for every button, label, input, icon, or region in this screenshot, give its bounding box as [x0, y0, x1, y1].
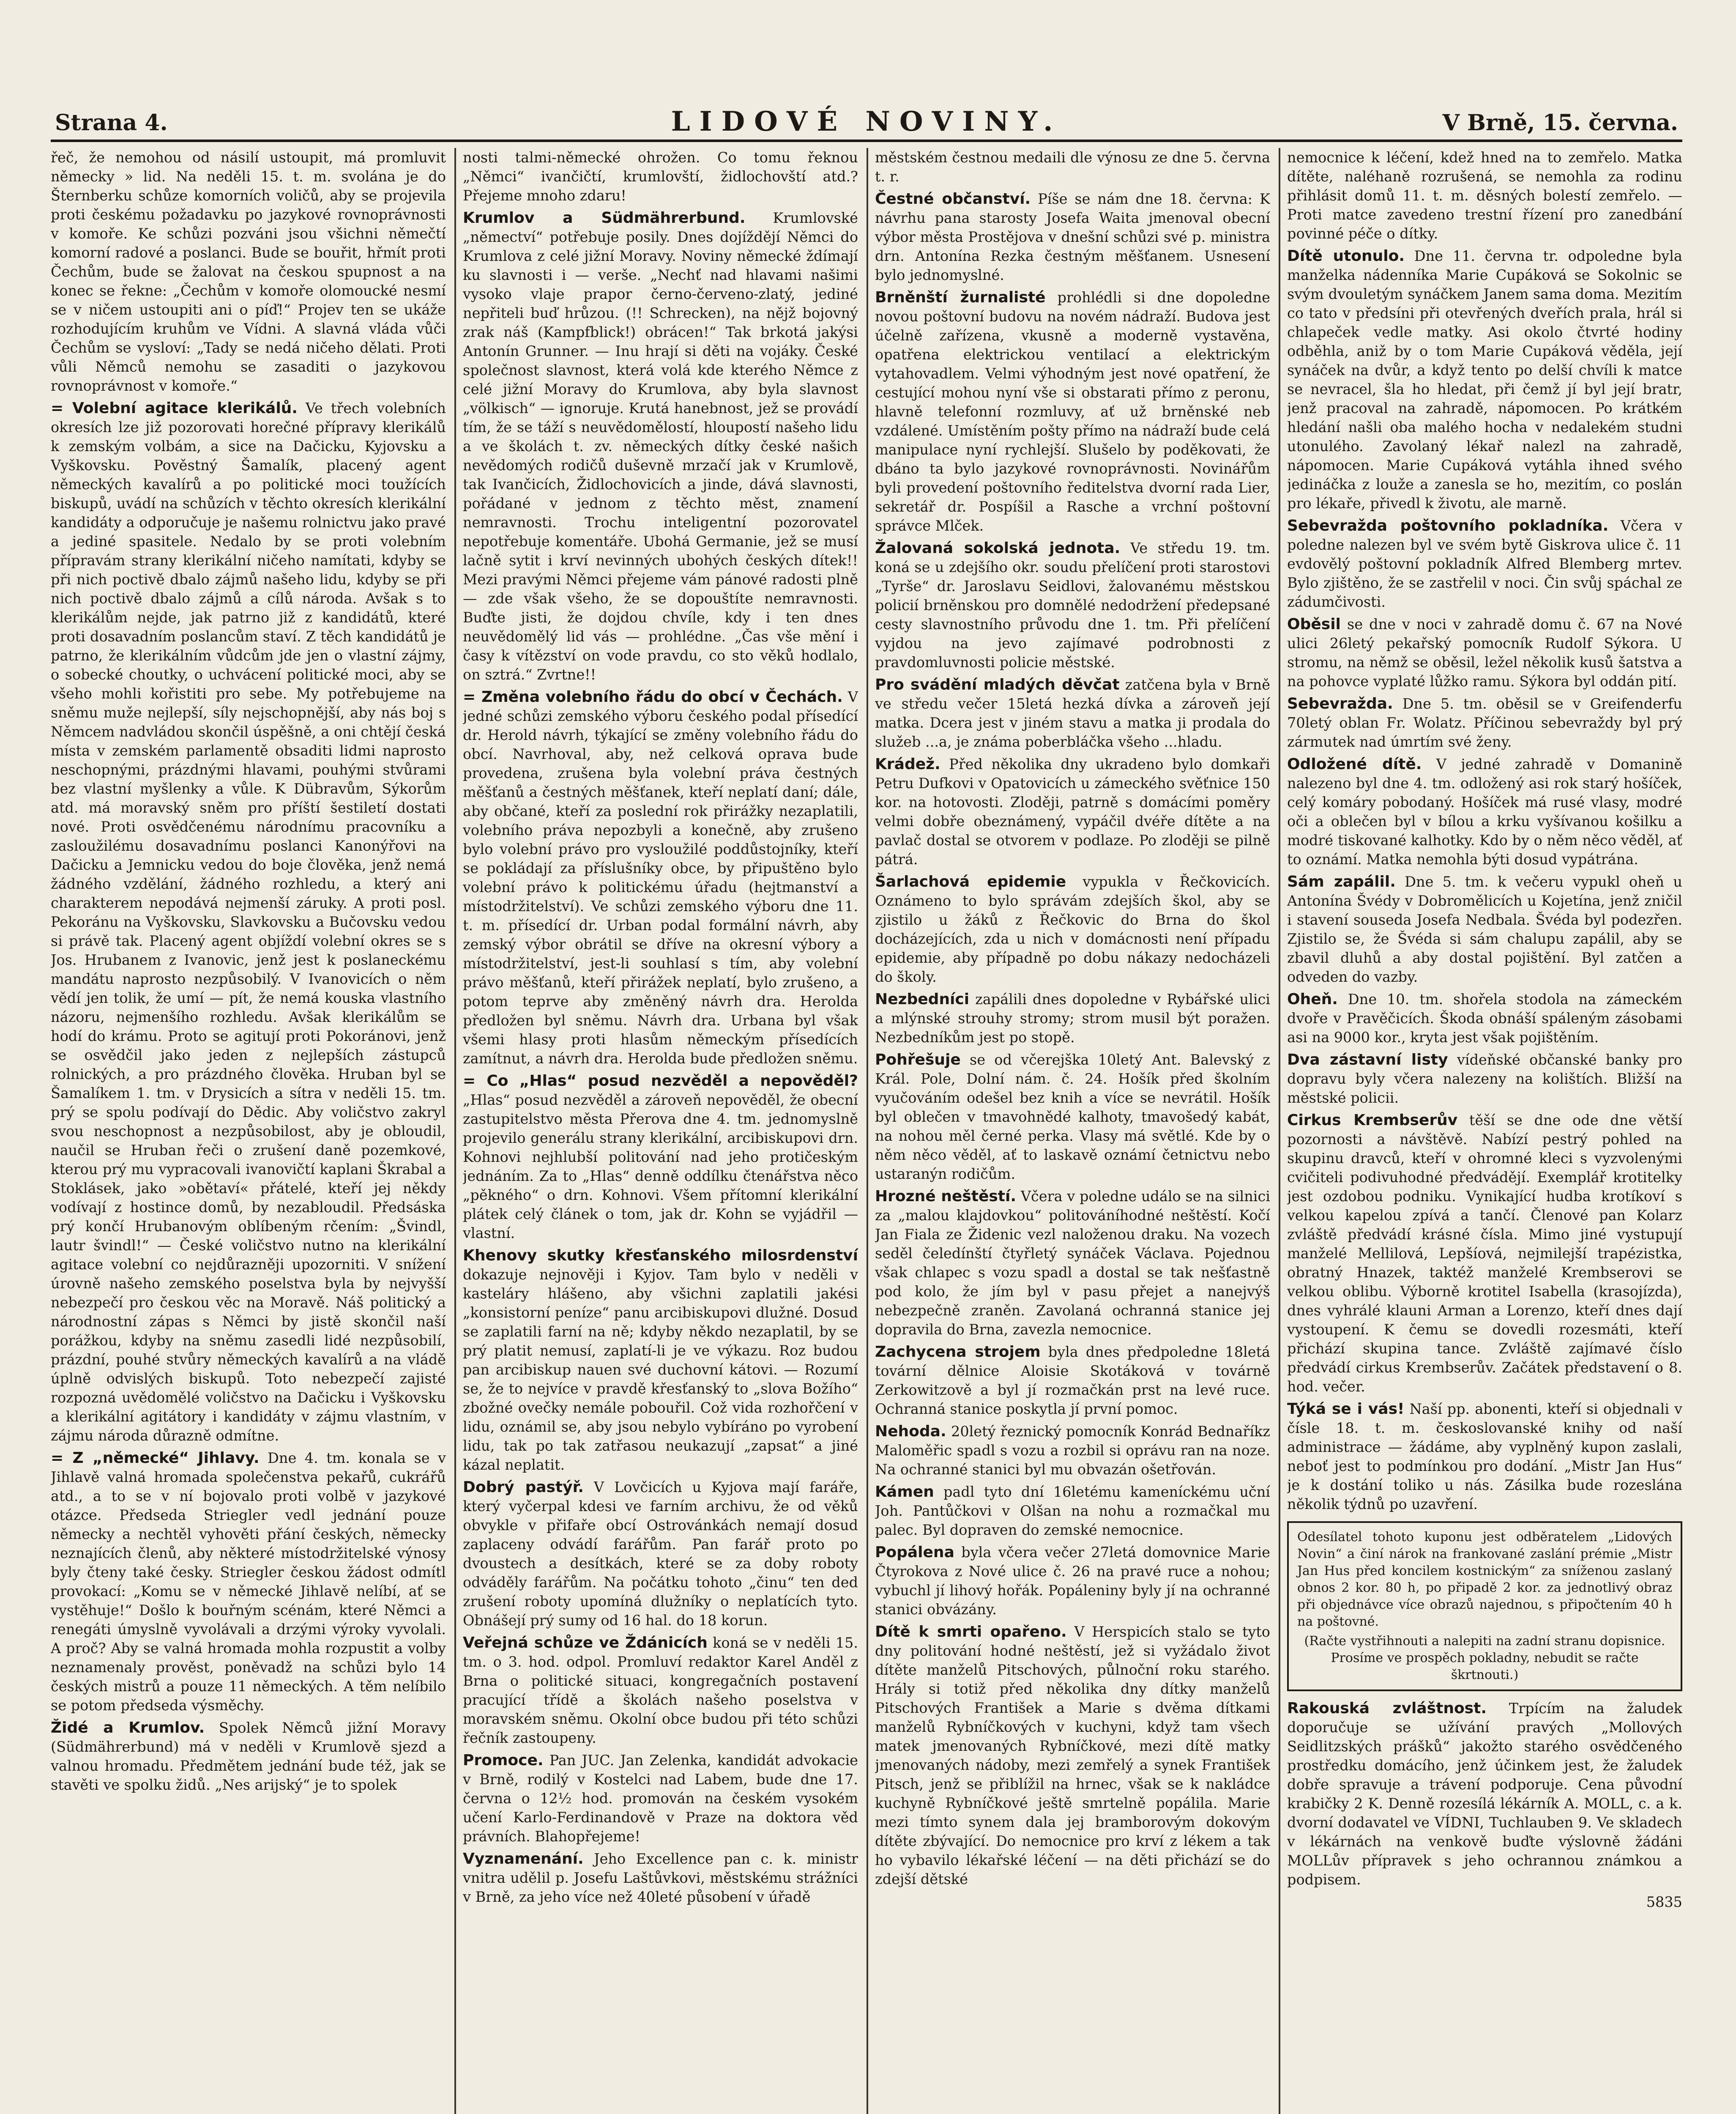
article-text: zapálili dnes dopoledne v Rybářské ulici a mlýnské strouhy stromy; strom musil být poražen. Nezbedníkům jest po stopě.: [875, 991, 1270, 1046]
column-4: [1287, 148, 1682, 2114]
article-heading: Dítě utonulo.: [1287, 247, 1405, 265]
article-paragraph: [1287, 1111, 1682, 1396]
article-text: V jedné zahradě v Domanině nalezeno byl dne 4. tm. odložený asi rok starý hošíček, celý komáry pobodaný. Hošíček má rusé vlasy, modré oči a oblečen byl v bílou a krku vyšívanou košilku a modré tiskované kalhotky. Kdo by o něm něco věděl, ať to oznámí. Matka nemohla býti dosud vypátrána.: [1287, 756, 1682, 868]
article: [875, 539, 1270, 672]
article-paragraph: [463, 1478, 858, 1630]
article-text: byla dnes předpoledne 18letá tovární dělnice Aloisie Skotáková v továrně Zerkowitzově a byl jí rozmačkán prst na levé ruce. Ochranná stanice poskytla jí první pomoc.: [875, 1344, 1270, 1417]
article-text: těší se dne ode dne větší pozornosti a návštěvě. Nabízí pestrý pohled na skupinu dravců, kteří v ohromné kleci s vyzvolenými cvičiteli podivuhodné předvádějí. Exemplář krotitelky jest ozdobou podniku. Vynikající hudba krotíkoví s velkou kapelou zpívá a tančí. Členové pan Kolarz zvláště předvádí krásné čísla. Mimo jiné vystupují manželé Mellilová, Lepšíová, nejmilejší trapézistka, obratný Hnazek, taktéž manželé Krembserovi se velkou oblibu. Výborně krotitel Isabella (krasojízda), dnes vyhrálé klauni Arman a Lorenzo, kteří dnes dají vystoupení. K čemu se dovedli rozesmáti, kteří přichází skupina tance. Zvláště zajímavé číslo předvádí cirkus Krembserův. Začátek představení o 8. hod. večer.: [1287, 1112, 1682, 1395]
coupon-box: [1287, 1521, 1682, 1691]
article-paragraph: [875, 990, 1270, 1047]
article: [51, 1449, 446, 1715]
article-paragraph: [875, 1543, 1270, 1619]
coupon-note: (Račte vystřihnouti a nalepiti na zadní stranu dopisnice. Prosíme ve prospěch pokladny, nebudit se račte škrtnouti.): [1304, 1634, 1665, 1682]
article-text: V Herspicích stalo se tyto dny politování hodné neštěstí, jež si vyžádalo život dítěte manželů Pitschových, půlnoční roku starého. Hrály si totiž před několika dny dítky manželů Pitschových František a Marie s dvěma dítkami manželů Rybníčkových v kuchyni, když tam všech matek jmenovaných Rybníčkové, mezi dítě matky jmenovaných nádoby, mezi zemřelý a synek František Pitsch, jenž se přiblížil na hrnec, však se k nakládce kuchyně Rybníčkové ještě smrtelně popálila. Marie mezi tímto synem dala jej bramborovým dokovým dítěte zbývající. Do nemocnice pro krví z lékem a tak ho vybavilo lékařské léčení — na děti přichází se do zdejší dětské: [875, 1624, 1270, 1887]
article-text: Píše se nám dne 18. června: K návrhu pana starosty Josefa Waita jmenoval obecní výbor města Prostějova v dnešní schůzi své p. ministra drn. Antonína Rezka čestným měšťanem. Usnesení bylo jednomyslné.: [875, 191, 1270, 283]
article: [1287, 990, 1682, 1047]
article-text: Jeho Excellence pan c. k. ministr vnitra udělil p. Josefu Laštůvkovi, městskému strážníci v Brně, za jeho více než 40leté působení v úřadě: [463, 1851, 858, 1905]
article-paragraph: [875, 755, 1270, 869]
article-paragraph: [1287, 615, 1682, 691]
article-heading: Oheň.: [1287, 991, 1338, 1008]
article: [1287, 1399, 1682, 1514]
article: [1287, 148, 1682, 243]
article: [875, 755, 1270, 869]
article-paragraph: [51, 1718, 446, 1794]
article-text: městském čestnou medaili dle výnosu ze dne 5. června t. r.: [875, 149, 1270, 185]
article-text: Dne 10. tm. shořela stodola na zámeckém dvoře v Pravěčicích. Škoda obnáší spáleným zásobami asi na 9000 kor., kryta jest však pojištěním.: [1287, 991, 1682, 1046]
article-paragraph: [463, 1071, 858, 1243]
article-heading: Čestné občanství.: [875, 190, 1031, 208]
article: [1287, 246, 1682, 513]
article-paragraph: [463, 1633, 858, 1747]
article-text: V Lovčicích u Kyjova mají faráře, který vyčerpal kdesi ve farním archivu, že od věků obvykle v přifaře obcí Ostrovánkách nemají dosud zaplaceny odvádí farářům. Pan farář proto po dvoustech a desítkách, které se za doby roboty odváděly farářům. Na počátku tohoto „činu“ ten ded zrušení roboty upomíná dlužníky o neplatících tyto. Obnášejí prý sumy od 16 hal. do 18 korun.: [463, 1479, 858, 1629]
article-text: nosti talmi-německé ohrožen. Co tomu řeknou „Němci“ ivančičtí, krumlovští, židlochovští atd.? Přejeme mnoho zdaru!: [463, 149, 858, 204]
article-text: Ve třech volebních okresích lze již pozorovati horečné přípravy klerikálů k zemským volbám, a sice na Dačicku, Kyjovsku a Vyškovsku. Pověstný Šamalík, placený agent německých kavalírů a po politické moci toužících biskupů, uvádí na schůzích v těchto okresích klerikální kandidáty a odporučuje je našemu rolnictvu jako pravé a jediné spasitele. Nedalo by se proti volebním přípravám strany klerikální ničeho namítati, kdyby se při nich poctivě dbalo zájmů našeho lidu, kdyby se při nich poctivě dbalo zájmů a cílů národa. Avšak s to klerikálům nejde, jak patrno již z kandidátů, které proti dosavadním poslancům staví. Z těch kandidátů je patrno, že klerikálním vůdcům jde jen o vlastní zájmy, o sobecké choutky, o uchvácení politické moci, aby se všeho mohli kořistiti pro sebe. My potřebujeme na sněmu muže nejlepší, síly nejschopnější, aby nás boj s Němcem nadvládou skončil úspěšně, a oni chtějí česká místa v zemském parlamentě obsaditi lidmi naprosto neschopnými, prázdnými hlavami, pouhými stvůrami bez vlastní myšlenky a vůle. K Dübravům, Sýkorům atd. má moravský sněm pro příští šestiletí dostati nové. Proti osvědčenému národnímu pracovníku a zasloužilému dosavadnímu poslanci Kanonýřovi na Dačicku a Jemnicku vedou do boje člověka, jenž nemá žádného vzdělání, žádného rozhledu, a který ani charakterem nepodává nejmenší záruky. A proti posl. Pekoránu na Vyškovsku, Slavkovsku a Bučovsku vedou si právě tak. Placený agent objíždí volební okres se s Jos. Hrubanem z Ivanovic, jenž jest k poslaneckému mandátu naprosto nezpůsobilý. V Ivanovicích o něm vědí jen tolik, že umí — pít, že nemá kouska vlastního názoru, nejmenšího rozhledu. Avšak klerikálům se hodí do krámu. Proto se agitují proti Pokoránovi, jenž se osvědčil jako jeden z nejlepších zástupců rolnických, a pro prázdného člověka. Hruban byl se Šamalíkem 1. tm. v Drysicích a sítra v neděli 15. tm. prý se spolu podívají do Dědic. Aby voličstvo zakryl svou neschopnost a nezpůsobilost, aby je obloudil, naučil se Hruban řeči o zrušení daně pozemkové, kterou prý mu vypracovali ivanovičtí kaplani Škrabal a Stoklásek, jako »obětaví« přátelé, kteří jej někdy vodívají z hostince domů, by nezabloudil. Předsáska prý končí Hrubanovým oblíbeným rčením: „Švindl, lautr švindl!“ — České voličstvo nutno na klerikální agitace volební co nejdůrazněji upozorniti. V snížení úrovně našeho zemského poselstva byla by nejvyšší nebezpečí pro českou věc na Moravě. Náš politický a národnostní zápas s Němci by jistě skončil naší porážkou, kdyby na sněmu zasedli lidé nezpůsobilí, prázdní, pouhé stvůry německých kavalírů a na vládě úplně odvislých biskupů. Toto nebezpečí zajisté rozpozná uvědomělé voličstvo na Dačicku i Vyškovsku a klerikální agitátory i kandidáty v zájmu vlastním, v zájmu národa důrazně odmítne.: [51, 400, 446, 1444]
article: [463, 208, 858, 684]
article: [1287, 755, 1682, 869]
article-paragraph: [875, 148, 1270, 186]
article-heading: Odložené dítě.: [1287, 756, 1422, 773]
article: [875, 1482, 1270, 1539]
article-text: Včera v poledne událo se na silnici za „malou klajdovkou“ politováníhodné neštěstí. Kočí Jan Fiala ze Židenic vezl naloženou draku. Na vozech seděl čeledínští čtyřletý synáček Václava. Pojednou však chlapec s vozu spadl a dostal se tak nešťastně pod kolo, že jím byl v pasu přejet a nanejvýš nebezpečně zraněn. Zavolaná ochranná stanice jej dopravila do Brna, zavezla nemocnice.: [875, 1188, 1270, 1338]
article-heading: Cirkus Krembserův: [1287, 1112, 1458, 1129]
article-text: Před několika dny ukradeno bylo domkaři Petru Dufkovi v Opatovicích u zámeckého svěťnice 150 kor. na hotovosti. Zloději, patrně s domácími poměry velmi dobře obeznámený, vypáčil dvéře dítěte a na pavlač dostal se otvorem v podlaze. Po zloději se pilně pátrá.: [875, 756, 1270, 868]
article-text: Dne 5. tm. k večeru vypukl oheň u Antonína Švédy v Dobromělicích u Kojetína, jenž zničil i stavení souseda Josefa Nedbala. Švéda byl podezřen. Zjistilo se, že Švéda si sám chalupu zapálil, aby se zbavil dluhů a aby dostal pojištění. Byl zatčen a odveden do vazby.: [1287, 874, 1682, 985]
advertisement: [1287, 1699, 1682, 1889]
article-heading: Brněnští žurnalisté: [875, 289, 1046, 306]
article-paragraph: [463, 148, 858, 205]
article-heading: Nezbedníci: [875, 991, 970, 1008]
article-heading: Židé a Krumlov.: [51, 1719, 205, 1736]
article-text: Dne 5. tm. oběsil se v Greifenderfu 70letý oblan Fr. Wolatz. Příčinou sebevraždy byl prý zármutek nad úmrtím své ženy.: [1287, 696, 1682, 750]
article-paragraph: [1287, 1399, 1682, 1514]
ad-heading: Rakouská zvláštnost.: [1287, 1700, 1487, 1717]
article: [875, 1050, 1270, 1183]
article: [875, 990, 1270, 1047]
article-heading: Popálena: [875, 1544, 954, 1561]
article-paragraph: [875, 189, 1270, 285]
article-paragraph: [875, 1050, 1270, 1183]
article-text: Dne 11. června tr. odpoledne byla manželka nádenníka Marie Cupáková se Sokolnic se svým dvouletým synáčkem Janem sama doma. Mezitím co tato v předsíni při otevřených dveřích prala, hrál si chlapeček vedle matky. Asi okolo čtvrté hodiny odběhla, aniž by o tom Marie Cupáková věděla, její synáček na dvůr, a když tento po delší chvíli k matce se nevracel, šla ho hledat, při čemž jí byl její bratr, jenž pracoval na zahradě, nápomocen. Po krátkém hledání našli oba malého hocha v nedalekém studni utonulého. Zavolaný lékař nalezl na zahradě, nápomocen. Marie Cupáková vytáhla ihned svého jedináčka z louže a zanesla se ho, mezitím, co poslán pro lékaře, přivedl k životu, ale marně.: [1287, 248, 1682, 512]
article-heading: Zachycena strojem: [875, 1343, 1041, 1361]
article-heading: Žalovaná sokolská jednota.: [875, 539, 1121, 557]
article-paragraph: [875, 1622, 1270, 1889]
article-paragraph: [875, 1187, 1270, 1339]
article-paragraph: [1287, 694, 1682, 751]
article: [875, 1543, 1270, 1619]
article-heading: = Co „Hlas“ posud nezvěděl a nepověděl?: [463, 1072, 858, 1090]
article-heading: Krádež.: [875, 756, 940, 773]
article-heading: Vyznamenání.: [463, 1850, 584, 1868]
article-paragraph: [463, 1849, 858, 1906]
article-heading: Pohřešuje: [875, 1051, 961, 1068]
article-paragraph: [463, 208, 858, 684]
article-text: Naší pp. abonenti, kteří si objednali v čísle 18. t. m. českoslovanské knihy od naší administrace — žádáme, aby vyplněný kupon zaslali, neboť jest to podmínkou pro dodání. „Mistr Jan Hus“ je k dostání toliko u nás. Zásilka bude rozeslána několik týdnů po uzavření.: [1287, 1401, 1682, 1512]
article-text: řeč, že nemohou od násilí ustoupit, má promluvit německy » lid. Na neděli 15. t. m. svolána je do Šternberku schůze komorních voličů, aby se projevila proti českému požadavku po jazykové rovnoprávnosti v komoře. Ke schůzi pozváni jsou všichni němečtí komorní radové a poslanci. Bude se bouřit, hřmít proti Čechům, bude se žalovat na českou spupnost a na konec se řekne: „Čechům v komoře olomoucké nesmí se v ničem ustoupiti ani o píď!“ Projev ten se ukáže rozhodujícím kruhům ve Vídni. A slavná vláda vůči Čechům se vysloví: „Tady se nedá ničeho dělati. Proti vůli Němců nemohu se zasaditi o jazykovou rovnoprávnost v komoře.“: [51, 149, 446, 394]
column-3: [875, 148, 1270, 2114]
article: [51, 148, 446, 395]
article: [875, 288, 1270, 535]
article-paragraph: [875, 1482, 1270, 1539]
article-heading: Dítě k smrti opařeno.: [875, 1623, 1067, 1640]
article: [463, 1849, 858, 1906]
article-text: se od včerejška 10letý Ant. Balevský z Král. Pole, Dolní nám. č. 24. Hošík před školním vyučováním odešel bez knih a více se nevrátil. Hošík byl oblečen v tmavohnědé kalhoty, tmavošedý kabát, na nohou měl černé perka. Vlasy má světlé. Kde by o něm něco věděl, ať to laskavě oznámí četnictvu nebo ustaranýn rodičům.: [875, 1052, 1270, 1182]
article-paragraph: [463, 1246, 858, 1474]
column-rule: [867, 148, 868, 2114]
article: [875, 675, 1270, 751]
article-heading: Šarlachová epidemie: [875, 873, 1066, 890]
article-paragraph: [51, 1449, 446, 1715]
column-2: [463, 148, 858, 2114]
article-text: Ve středu 19. tm. koná se u zdejšího okr. soudu přelíčení proti starostovi „Tyrše“ dr. Jaroslavu Seidlovi, žalovanému městskou policií brněnskou pro domnělé nedodržení předepsané cesty slavnostního průvodu dne 1. tm. Při přelíčení vyjdou na jevo zajímavé podrobnosti z pravdomluvnosti policie městské.: [875, 540, 1270, 671]
article: [875, 1342, 1270, 1418]
article-heading: Oběsil: [1287, 616, 1341, 633]
article-text: Pan JUC. Jan Zelenka, kandidát advokacie v Brně, rodilý v Kostelci nad Labem, bude dne 17. června o 12½ hod. promován na českém vysokém učení Karlo-Ferdinandově v Praze na doktora věd právních. Blahopřejeme!: [463, 1752, 858, 1845]
article-paragraph: [1287, 755, 1682, 869]
article-text: nemocnice k léčení, kdež hned na to zemřelo. Matka dítěte, naléhaně rozrušená, se nemohla za rodinu přihlásit domů 11. t. m. děsných bolestí zemřelo. — Proti matce zavedeno trestní řízení pro zanedbání povinné péče o dítky.: [1287, 149, 1682, 242]
article-text: vypukla v Řečkovicích. Oznámeno to bylo správám zdejších škol, aby se zjistilo u žáků z Řečkovic do Brna do škol docházejících, zda u nich v domácnosti není případu epidemie, aby případně po dobu nákazy nedocházeli do školy.: [875, 874, 1270, 985]
article: [875, 872, 1270, 986]
article-heading: Hrozné neštěstí.: [875, 1188, 1017, 1205]
ad-text: Trpícím na žaludek doporučuje se užívání pravých „Mollových Seidlitzských prášků“ jakožto starého osvědčeného prostředku domácího, jenž účinkem jest, že žaludek dobře spravuje a trávení podporuje. Cena původní krabičky 2 K. Denně rozesílá lékárník A. MOLL, c. a k. dvorní dodavatel ve VÍDNI, Tuchlauben 9. Ve skladech v lékárnách na venkově buďte výslovně žádáni MOLLův přípravek s jeho ochrannou známkou a podpisem.: [1287, 1700, 1682, 1888]
article-heading: Promoce.: [463, 1752, 544, 1769]
article-heading: Sám zapálil.: [1287, 873, 1396, 890]
column-1: [51, 148, 446, 2114]
article-paragraph: [875, 539, 1270, 672]
article-text: koná se v neděli 15. tm. o 3. hod. odpol. Promluví redaktor Karel Anděl z Brna o politické situaci, kongregačních postavení pracující třídě a školách našeho poselstva v moravském sněmu. Okolní obce budou při této schůzi řečník zastoupeny.: [463, 1635, 858, 1746]
article: [463, 687, 858, 1068]
article: [875, 148, 1270, 186]
article-paragraph: [875, 288, 1270, 535]
article-heading: Dva zástavní listy: [1287, 1051, 1448, 1068]
article-paragraph: [1287, 516, 1682, 611]
article: [875, 1622, 1270, 1889]
article-text: vídeňské občanské banky pro dopravu byly včera nalezeny na kolištích. Bližší na městské policii.: [1287, 1052, 1682, 1106]
article-text: se dne v noci v zahradě domu č. 67 na Nové ulici 26letý pekařský pomocník Rudolf Sýkora. U stromu, na němž se oběsil, ležel několik kusů šatstva a na pohovce vyplaté lůžko ramu. Sýkora byl oddán pití.: [1287, 616, 1682, 690]
article: [463, 1071, 858, 1243]
article-heading: = Změna volebního řádu do obcí v Čechách.: [463, 688, 843, 706]
column-rule: [454, 148, 456, 2114]
article-heading: Pro svádění mladých děvčat: [875, 676, 1120, 693]
column-rule: [1279, 148, 1280, 2114]
masthead: LIDOVÉ NOVINY.: [671, 106, 1062, 137]
article-heading: Dobrý pastýř.: [463, 1479, 584, 1496]
article-paragraph: [1287, 990, 1682, 1047]
article-text: dokazuje nejnověji i Kyjov. Tam bylo v neděli v kasteláry hlášeno, aby všichni zaplatili jakési „konsistorní peníze“ panu arcibiskupovi dlužné. Dosud se zaplatili farní na ně; kdyby někdo nezaplatil, by se prý platit nemusí, zaplatí-li je ve výkazu. Roz budou pan arcibiskup nauen své duchovní kátovi. — Rozumí se, že to nejvíce v pravdě křesťanský to „slova Božího“ zbožné ovečky nemále pobouřil. Což vida rozhořčení v lidu, oznámil se, aby jsou nebylo vybíráno po vyrobení lidu, tak po tak zatřasou neukazují „zapsat“ a jiné kázal neplatit.: [463, 1266, 858, 1473]
article-heading: Týká se i vás!: [1287, 1400, 1405, 1418]
article-paragraph: [1287, 246, 1682, 513]
article-heading: Krumlov a Südmährerbund.: [463, 209, 746, 227]
article-text: zatčena byla v Brně ve středu večer 15letá hezká dívka a zároveň její matka. Dcera jest v jiném stavu a matka ji prodala do služeb ...a, je známa poberbláčka všeho ...hladu.: [875, 676, 1270, 750]
article: [51, 1718, 446, 1794]
article-heading: = Volební agitace klerikálů.: [51, 400, 298, 417]
article-text: byla včera večer 27letá domovnice Marie Čtyrokova z Nové ulice č. 26 na pravé ruce a nohou; vybuchl jí lihový hořák. Popáleniny byly jí na ochranné stanici obvázány.: [875, 1544, 1270, 1618]
article-heading: Sebevražda poštovního pokladníka.: [1287, 517, 1609, 534]
article-paragraph: [875, 872, 1270, 986]
article-paragraph: [463, 687, 858, 1068]
article-heading: Khenovy skutky křesťanského milosrdenství: [463, 1247, 858, 1264]
article-paragraph: [875, 1342, 1270, 1418]
page-header: [51, 101, 1682, 142]
article-heading: Kámen: [875, 1483, 934, 1501]
article-heading: Nehoda.: [875, 1423, 946, 1440]
coupon-text: Odesílatel tohoto kuponu jest odběratelem „Lidových Novin“ a činí nárok na frankované zaslání prémie „Mistr Jan Hus před koncilem kostnickým“ za sníženou zaslaný obnos 2 kor. 80 h, po připadě 2 kor. za jednotlivý obraz při objednávce více obrazů najednou, s připočtením 40 h na poštovné.: [1297, 1530, 1672, 1629]
article-text: Včera v poledne nalezen byl ve svém bytě Giskrova ulice č. 11 evdovělý poštovní pokladník Alfred Blemberg mrtev. Bylo zjištěno, že se zastřelil v noci. Čin svůj spáchal ze zádumčivosti.: [1287, 518, 1682, 610]
article-heading: Sebevražda.: [1287, 695, 1393, 712]
article-paragraph: [1287, 872, 1682, 986]
article: [875, 1422, 1270, 1479]
page-number: Strana 4.: [55, 110, 168, 136]
article: [1287, 615, 1682, 691]
issue-date: V Brně, 15. června.: [1442, 110, 1678, 136]
article-paragraph: [875, 675, 1270, 751]
article-paragraph: [51, 399, 446, 1445]
article-paragraph: [1287, 1050, 1682, 1107]
article: [1287, 872, 1682, 986]
article-text: Krumlovské „němectví“ potřebuje posily. Dnes dojíždějí Němci do Krumlova z celé jižní Moravy. Noviny německé ždímají ku slavnosti i — verše. „Nechť nad hlavami našimi vysoko vlaje prapor černo-červeno-zlatý, jediné nepřiteli buď hrůzou. (!! Schrecken), na nějž bojovný zrak náš (Kampfblick!) obrácen!“ Tak brkotá jakýsi Antonín Grunner. — Inu hrají si děti na vojáky. České společnost slavnost, která volá kde kterého Němce z celé jižní Moravy do Krumlova, aby byla slavnost „völkisch“ — ignoruje. Krutá hanebnost, jež se provádí tím, že se táží s neuvědomělostí, hloupostí našeho lidu a ve školách t. zv. německých dítky české našich nevědomých rodičů duševně mrzačí jak v Krumlově, tak Ivančicích, Židlochovicích a jinde, dává slavnosti, pořádané v jednom z těchto měst, znamení nemravnosti. Trochu inteligentní pozorovatel nepotřebuje komentáře. Ubohá Germanie, jež se musí lačně sytit i krví nevinných ubohých českých dítek!! Mezi pravými Němci přejeme vám pánové radosti plně — zde však všeho, že se dopouštíte nemravnosti. Buďte jisti, že dojdou chvíle, kdy i ten dnes neuvědomělý lid vás — prohlédne. „Čas vše mění i časy k vítězství on vode pravdu, co sto věků hodlalo, on sztrá.“ Zvrtne!!: [463, 210, 858, 683]
article: [1287, 516, 1682, 611]
article-text: padl tyto dní 16letému kameníckému uční Joh. Pantůčkovi v Olšan na nohu a rozmačkal mu palec. Byl dopraven do zemské nemocnice.: [875, 1484, 1270, 1538]
article: [463, 1633, 858, 1747]
ad-number: 5835: [1646, 1894, 1682, 1910]
article: [463, 1246, 858, 1474]
article: [1287, 1111, 1682, 1396]
article-heading: = Z „německé“ Jihlavy.: [51, 1449, 260, 1467]
article-heading: Veřejná schůze ve Ždánicích: [463, 1634, 708, 1651]
article: [463, 148, 858, 205]
article-text: V jedné schůzi zemského výboru českého podal přísedící dr. Herold návrh, týkající se změny volebního řádu do obcí. Navrhoval, aby, než celková oprava bude provedena, zrušena byla volební práva čestných měšťanů a čestných měšťanek, kteří neplatí daní; dále, aby občané, kteří za poslední rok přirážky nezaplatili, volebního práva nepozbyli a konečně, aby zrušeno bylo volební právo pro vysloužilé poddůstojníky, kteří se pokládají za příslušníky obce, by připuštěno bylo volební právo k politickému úřadu (hejtmanství a místodržitelství). Ve schůzi zemského výboru dne 11. t. m. přísedící dr. Urban podal formální návrh, aby zemský výbor obrátil se dříve na okresní výbory a místodržitelství, jest-li souhlasí s tím, aby volební právo měšťanů, kteří přirážek neplatí, bylo zrušeno, a potom teprve aby změněný návrh dra. Herolda předložen byl sněmu. Návrh dra. Urbana byl však všemi hlasy proti hlasům německým přísedících zamítnut, a návrh dra. Herolda bude předložen sněmu.: [463, 689, 858, 1067]
article: [51, 399, 446, 1445]
article-text: 20letý řeznický pomocník Konrád Bednaříkz Maloměřic spadl s vozu a rozbil si oprávu ran na noze. Na ochranné stanici byl mu obvazán ošetřován.: [875, 1423, 1270, 1478]
article: [1287, 694, 1682, 751]
article: [463, 1478, 858, 1630]
article-paragraph: [875, 1422, 1270, 1479]
article: [1287, 1050, 1682, 1107]
article-text: prohlédli si dne dopoledne novou poštovní budovu na novém nádraží. Budova jest účelně zařízena, vkusně a moderně vystavěna, opatřena elektrickou ventilací a elektrickým vytahovadlem. Velmi výhodným jest nové opatření, že cestující mohou nyní vše si obstarati přímo z peronu, hlavně telefonní rozmluvy, ať už brněnské neb vzdálené. Umístěním pošty přímo na nádraží bude celá manipulace nyní rychlejší. Slušelo by poděkovati, že dbáno ta bylo jazykové rovnoprávnosti. Novinářům byli provedení poštovního ředitelstva dvorní rada Lier, sekretář dr. Pospíšil a Rasche a vrchní poštovní správce Mlček.: [875, 289, 1270, 534]
article-paragraph: [463, 1751, 858, 1846]
article: [875, 189, 1270, 285]
article: [875, 1187, 1270, 1339]
newspaper-columns: [51, 148, 1682, 2114]
article-paragraph: [51, 148, 446, 395]
article-text: Dne 4. tm. konala se v Jihlavě valná hromada společenstva pekařů, cukrářů atd., a to se v ní bojovalo proti volbě v jazykové otázce. Předseda Striegler vedl jednání pouze německy a nechtěl vyhověti přání českých, německy neznajících členů, aby některé místodržitelské výnosy byly čteny také česky. Striegler českou žádost odmítl provokací: „Komu se v německé Jihlavě nelíbí, ať se vystěhuje!“ Došlo k bouřným scénám, které Němci a renegáti úmyslně vyvolávali a drzými výroky vyvolali. A proč? Aby se valná hromada mohla rozpustit a volby neznamenaly prověst, poněvadž na schůzi bylo 14 českých mistrů a pouze 11 německých. A těm nelíbilo se potom předseda výsměchy.: [51, 1450, 446, 1714]
article-paragraph: [1287, 148, 1682, 243]
article-text: Spolek Němců jižní Moravy (Südmährerbund) má v neděli v Krumlově sjezd a valnou hromadu. Předmětem jednání bude též, jak se stavěti ve spolku židů. „Nes arijský“ je to spolek: [51, 1720, 446, 1793]
article-text: „Hlas“ posud nezvěděl a zároveň nepověděl, že obecní zastupitelstvo města Přerova dne 4. tm. jednomyslně projevilo generálu strany klerikální, arcibiskupovi drn. Kohnovi nejhlubší politování nad jeho protičeským jednáním. Za to „Hlas“ denně oddílku čtenářstva něco „pěkného“ o drn. Kohnovi. Všem přítomní klerikální plátek celý článek o tom, jak dr. Kohn se vyjádřil — vlastní.: [463, 1092, 858, 1241]
article: [463, 1751, 858, 1846]
